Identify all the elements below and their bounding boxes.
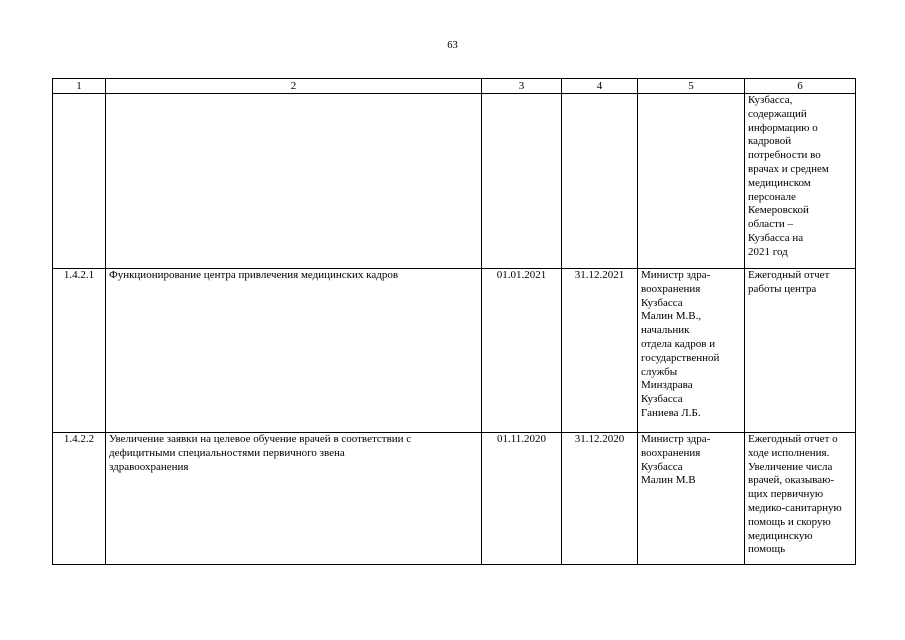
header-cell-1: 1 [53, 79, 106, 94]
plan-table [52, 78, 856, 565]
activity-name-cell: Функционирование центра привлечения медицинских кадров [106, 269, 482, 433]
responsible-cell: Министр здра- воохранения Кузбасса Малин М.В., начальник отдела кадров и государственной службы Минздрава Кузбасса Ганиева Л.Б. [638, 269, 745, 433]
header-cell-2: 2 [106, 79, 482, 94]
header-cell-4: 4 [562, 79, 638, 94]
activity-name-cell [106, 94, 482, 269]
header-cell-5: 5 [638, 79, 745, 94]
start-date-cell: 01.11.2020 [482, 433, 562, 565]
end-date-cell: 31.12.2021 [562, 269, 638, 433]
item-number-cell [53, 94, 106, 269]
table-row [53, 94, 856, 269]
responsible-cell [638, 94, 745, 269]
table-row [53, 433, 856, 565]
responsible-cell: Министр здра- воохранения Кузбасса Малин М.В [638, 433, 745, 565]
result-cell: Ежегодный отчет работы центра [745, 269, 856, 433]
end-date-cell: 31.12.2020 [562, 433, 638, 565]
table-header-row [53, 79, 856, 94]
header-cell-3: 3 [482, 79, 562, 94]
activity-name-cell: Увеличение заявки на целевое обучение врачей в соответствии с дефицитными специальностями первичного звена здравоохранения [106, 433, 482, 565]
item-number-cell: 1.4.2.1 [53, 269, 106, 433]
table-row [53, 269, 856, 433]
start-date-cell [482, 94, 562, 269]
end-date-cell [562, 94, 638, 269]
result-cell: Кузбасса, содержащий информацию о кадровой потребности во врачах и среднем медицинском персонале Кемеровской области – Кузбасса на 2021 год [745, 94, 856, 269]
item-number-cell: 1.4.2.2 [53, 433, 106, 565]
result-cell: Ежегодный отчет о ходе исполнения. Увеличение числа врачей, оказываю- щих первичную медико-санитарную помощь и скорую медицинскую помощь [745, 433, 856, 565]
page-number: 63 [447, 40, 458, 51]
header-cell-6: 6 [745, 79, 856, 94]
start-date-cell: 01.01.2021 [482, 269, 562, 433]
